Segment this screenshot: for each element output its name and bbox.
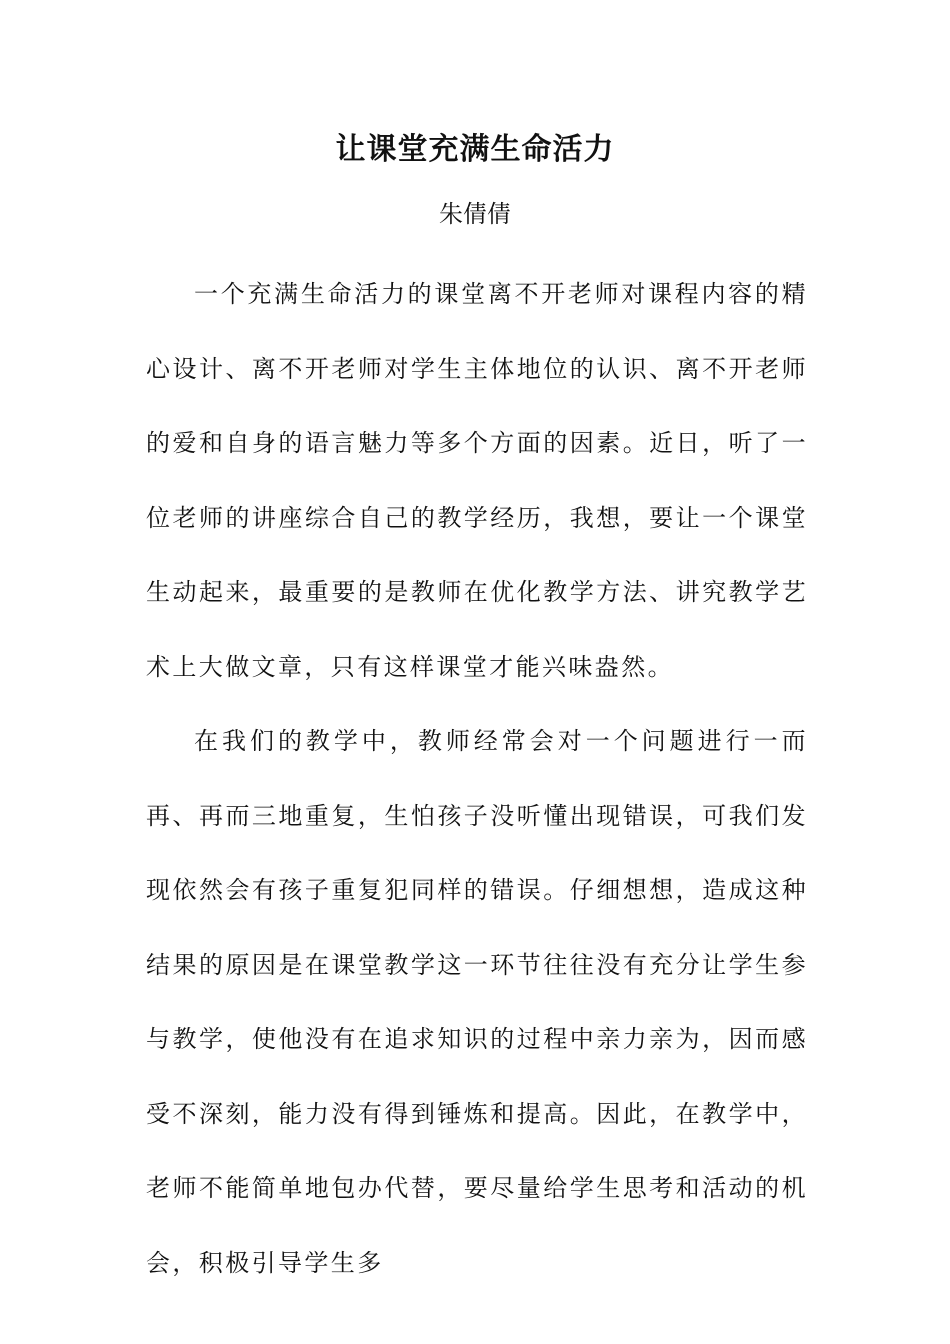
paragraph-2: 在我们的教学中，教师经常会对一个问题进行一而再、再而三地重复，生怕孩子没听懂出现错误，可我们发现依然会有孩子重复犯同样的错误。仔细想想，造成这种结果的原因是在课堂教学这一环节往往没有充分让学生参与教学，使他没有在追求知识的过程中亲力亲为，因而感受不深刻，能力没有得到锤炼和提高。因此，在教学中，老师不能简单地包办代替，要尽量给学生思考和活动的机会，积极引导学生多 (146, 727, 808, 1277)
document-body (146, 257, 808, 1300)
document-author: 朱倩倩 (439, 200, 511, 228)
document-title: 让课堂充满生命活力 (335, 132, 615, 167)
paragraph-1: 一个充满生命活力的课堂离不开老师对课程内容的精心设计、离不开老师对学生主体地位的认识、离不开老师的爱和自身的语言魅力等多个方面的因素。近日，听了一位老师的讲座综合自己的教学经历，我想，要让一个课堂生动起来，最重要的是教师在优化教学方法、讲究教学艺术上大做文章，只有这样课堂才能兴味盎然。 (146, 280, 808, 681)
